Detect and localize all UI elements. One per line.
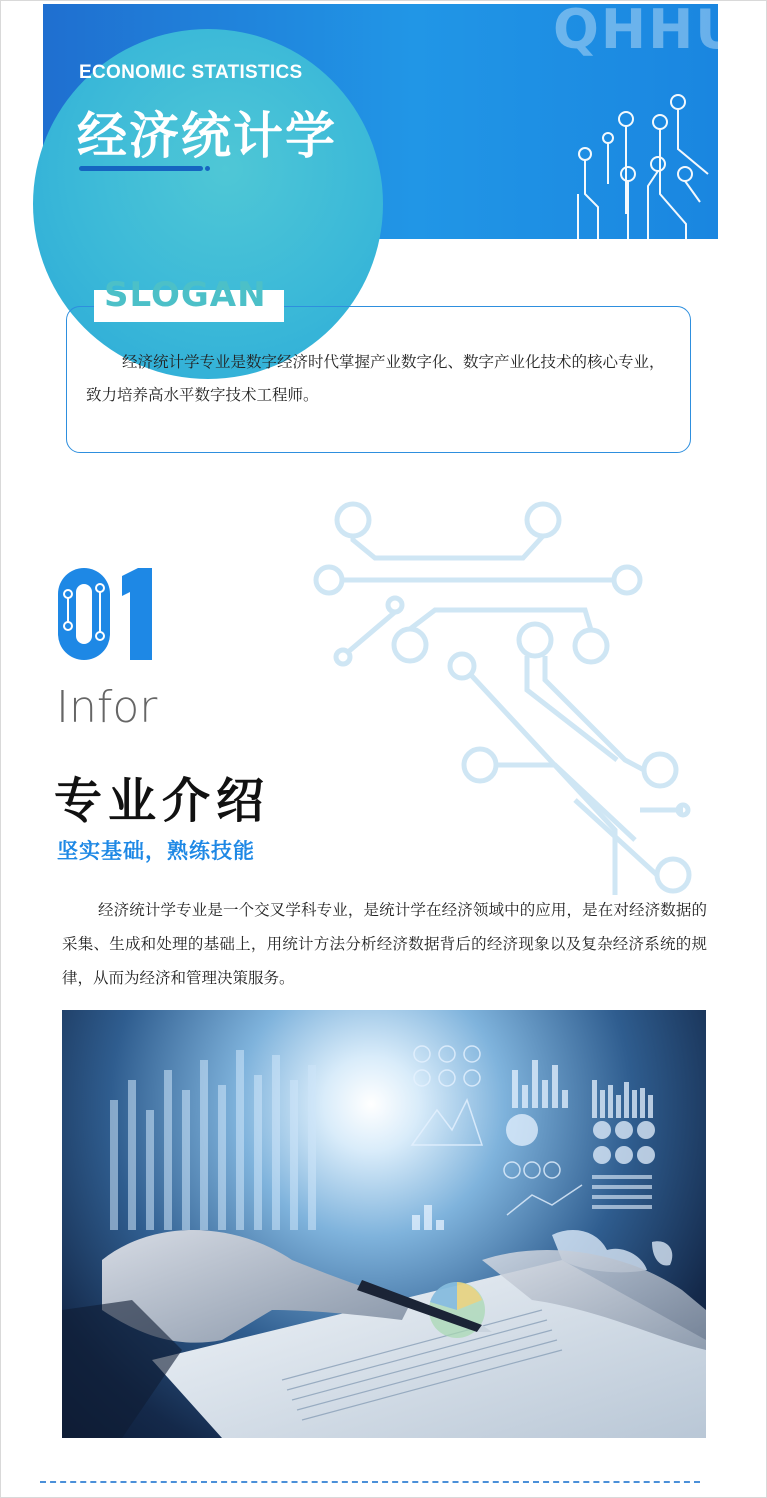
section-body-text: 经济统计学专业是一个交叉学科专业，是统计学在经济领域中的应用，是在对经济数据的采集、生成和处理的基础上，用统计方法分析经济数据背后的经济现象以及复杂经济系统的规律，从而为经济和管理决策服务。 (62, 901, 707, 987)
business-analytics-photo (62, 1010, 706, 1438)
banner-circuit-icon (568, 74, 718, 244)
banner-chinese-title: 经济统计学 (77, 107, 337, 165)
slogan-title: SLOGAN (104, 275, 267, 315)
title-underline (79, 166, 203, 171)
header-banner (43, 0, 742, 239)
decorative-circuit-icon (305, 500, 705, 900)
title-underline-dot (205, 166, 210, 171)
section-title: 专业介绍 (54, 773, 271, 829)
bottom-dashed-divider (40, 1481, 700, 1483)
slogan-text: 经济统计学专业是数字经济时代掌握产业数字化、数字产业化技术的核心专业，致力培养高水平数字技术工程师。 (86, 353, 665, 404)
section-number-01 (56, 566, 156, 662)
section-subtitle: 坚实基础，熟练技能 (57, 839, 255, 863)
banner-english-title: ECONOMIC STATISTICS (79, 62, 303, 83)
section-eyebrow: Infor (56, 682, 158, 733)
brand-logo: QHHU (553, 0, 742, 61)
